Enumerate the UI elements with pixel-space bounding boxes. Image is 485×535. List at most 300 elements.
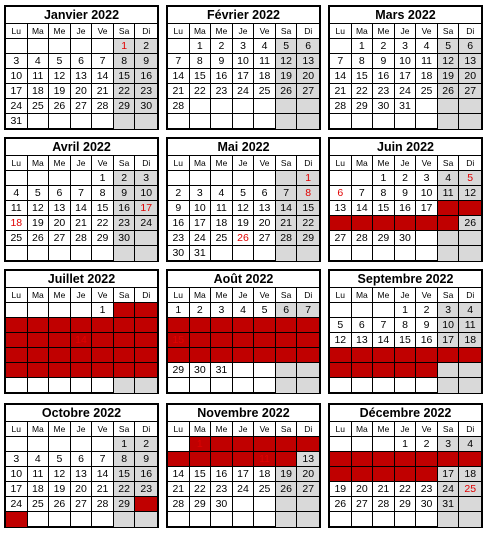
month-block	[4, 137, 159, 262]
day-cell: 23	[395, 216, 417, 231]
day-cell: 22	[92, 348, 114, 363]
day-cell: 1	[190, 437, 212, 452]
empty-cell	[71, 303, 93, 318]
day-cell: 20	[276, 333, 298, 348]
day-cell: 9	[373, 54, 395, 69]
day-cell: 18	[459, 333, 481, 348]
day-cell: 29	[395, 363, 417, 378]
day-cell: 3	[135, 171, 157, 186]
day-cell: 23	[211, 482, 233, 497]
day-cell: 11	[438, 186, 460, 201]
day-cell: 3	[135, 303, 157, 318]
day-cell: 4	[233, 303, 255, 318]
day-cell: 4	[459, 437, 481, 452]
weekday-header: Je	[233, 156, 255, 171]
day-cell: 1	[297, 171, 319, 186]
empty-cell	[352, 246, 374, 261]
weekday-header: Ve	[92, 156, 114, 171]
day-cell: 13	[276, 318, 298, 333]
empty-cell	[373, 246, 395, 261]
day-cell: 14	[373, 333, 395, 348]
empty-cell	[459, 497, 481, 512]
day-cell: 24	[438, 482, 460, 497]
month-title: Septembre 2022	[330, 271, 481, 288]
day-cell: 1	[373, 171, 395, 186]
day-cell: 31	[438, 497, 460, 512]
day-cell: 11	[254, 54, 276, 69]
day-cell: 8	[373, 186, 395, 201]
day-cell: 19	[49, 482, 71, 497]
day-cell: 28	[168, 497, 190, 512]
day-cell: 12	[28, 333, 50, 348]
day-cell: 13	[459, 54, 481, 69]
day-cell: 15	[190, 467, 212, 482]
weekday-header: Di	[297, 288, 319, 303]
empty-cell	[135, 246, 157, 261]
day-cell: 16	[373, 69, 395, 84]
weekday-header: Ve	[416, 422, 438, 437]
day-cell: 23	[114, 216, 136, 231]
day-cell: 11	[254, 452, 276, 467]
day-cell: 29	[114, 99, 136, 114]
day-cell: 14	[297, 318, 319, 333]
weekday-header: Ma	[28, 288, 50, 303]
day-cell: 26	[49, 99, 71, 114]
empty-cell	[28, 114, 50, 129]
day-cell: 15	[395, 333, 417, 348]
empty-cell	[330, 171, 352, 186]
day-cell: 28	[92, 497, 114, 512]
empty-cell	[211, 171, 233, 186]
day-cell: 29	[190, 497, 212, 512]
day-cell: 28	[352, 231, 374, 246]
day-cell: 8	[114, 452, 136, 467]
empty-cell	[28, 246, 50, 261]
weekday-header: Di	[459, 156, 481, 171]
day-cell: 30	[190, 363, 212, 378]
day-cell: 30	[395, 231, 417, 246]
month-block	[4, 403, 159, 528]
weekday-header: Di	[297, 422, 319, 437]
weekday-header: Lu	[6, 24, 28, 39]
day-cell: 25	[416, 84, 438, 99]
month-title: Avril 2022	[6, 139, 157, 156]
day-cell: 24	[6, 99, 28, 114]
weekday-header: Me	[49, 24, 71, 39]
weekday-header: Ma	[190, 156, 212, 171]
weekday-header: Lu	[6, 156, 28, 171]
day-cell: 3	[6, 452, 28, 467]
day-cell: 27	[49, 231, 71, 246]
day-cell: 24	[233, 84, 255, 99]
day-cell: 5	[459, 171, 481, 186]
empty-cell	[168, 39, 190, 54]
day-cell: 14	[92, 467, 114, 482]
day-cell: 8	[92, 186, 114, 201]
day-cell: 1	[92, 171, 114, 186]
day-cell: 17	[233, 467, 255, 482]
day-cell: 26	[28, 231, 50, 246]
day-cell: 24	[395, 84, 417, 99]
empty-cell	[71, 114, 93, 129]
day-cell: 14	[276, 201, 298, 216]
day-cell: 10	[233, 54, 255, 69]
day-cell: 22	[395, 482, 417, 497]
month-grid	[330, 288, 481, 393]
empty-cell	[276, 512, 298, 527]
day-cell: 12	[254, 318, 276, 333]
weekday-header: Sa	[276, 156, 298, 171]
day-cell: 24	[190, 231, 212, 246]
empty-cell	[276, 114, 298, 129]
day-cell: 18	[459, 467, 481, 482]
day-cell: 22	[373, 216, 395, 231]
weekday-header: Me	[211, 156, 233, 171]
day-cell: 4	[438, 171, 460, 186]
weekday-header: Lu	[6, 422, 28, 437]
weekday-header: Ve	[92, 422, 114, 437]
day-cell: 8	[114, 54, 136, 69]
weekday-header: Di	[135, 422, 157, 437]
day-cell: 17	[233, 69, 255, 84]
day-cell: 26	[330, 363, 352, 378]
day-cell: 12	[330, 467, 352, 482]
empty-cell	[373, 378, 395, 393]
day-cell: 23	[190, 348, 212, 363]
day-cell: 20	[71, 482, 93, 497]
day-cell: 25	[233, 348, 255, 363]
weekday-header: Di	[459, 422, 481, 437]
day-cell: 30	[168, 246, 190, 261]
empty-cell	[49, 171, 71, 186]
empty-cell	[28, 378, 50, 393]
day-cell: 24	[233, 482, 255, 497]
day-cell: 19	[330, 482, 352, 497]
empty-cell	[459, 231, 481, 246]
day-cell: 20	[49, 216, 71, 231]
day-cell: 21	[330, 84, 352, 99]
weekday-header: Di	[135, 24, 157, 39]
day-cell: 1	[395, 303, 417, 318]
weekday-header: Lu	[330, 24, 352, 39]
empty-cell	[254, 246, 276, 261]
month-title: Janvier 2022	[6, 7, 157, 24]
day-cell: 21	[297, 333, 319, 348]
day-cell: 8	[190, 452, 212, 467]
empty-cell	[190, 378, 212, 393]
day-cell: 15	[373, 201, 395, 216]
empty-cell	[135, 378, 157, 393]
day-cell: 16	[114, 201, 136, 216]
month-block	[328, 403, 483, 528]
empty-cell	[114, 378, 136, 393]
day-cell: 25	[459, 348, 481, 363]
day-cell: 15	[92, 201, 114, 216]
month-title: Novembre 2022	[168, 405, 319, 422]
empty-cell	[114, 246, 136, 261]
empty-cell	[438, 99, 460, 114]
empty-cell	[28, 171, 50, 186]
empty-cell	[71, 378, 93, 393]
day-cell: 4	[254, 39, 276, 54]
empty-cell	[71, 39, 93, 54]
day-cell: 6	[254, 186, 276, 201]
day-cell: 26	[28, 363, 50, 378]
day-cell: 20	[330, 216, 352, 231]
empty-cell	[6, 378, 28, 393]
day-cell: 5	[49, 452, 71, 467]
weekday-header: Ma	[190, 24, 212, 39]
empty-cell	[297, 497, 319, 512]
weekday-header: Ma	[352, 288, 374, 303]
day-cell: 18	[254, 69, 276, 84]
empty-cell	[233, 378, 255, 393]
day-cell: 14	[330, 69, 352, 84]
day-cell: 15	[114, 467, 136, 482]
empty-cell	[49, 246, 71, 261]
weekday-header: Je	[233, 288, 255, 303]
day-cell: 13	[297, 452, 319, 467]
day-cell: 16	[168, 216, 190, 231]
day-cell: 6	[71, 54, 93, 69]
day-cell: 7	[373, 318, 395, 333]
day-cell: 23	[416, 482, 438, 497]
weekday-header: Me	[49, 288, 71, 303]
day-cell: 3	[395, 39, 417, 54]
day-cell: 27	[297, 482, 319, 497]
weekday-header: Ve	[254, 422, 276, 437]
day-cell: 29	[297, 231, 319, 246]
empty-cell	[459, 363, 481, 378]
day-cell: 8	[395, 452, 417, 467]
day-cell: 24	[135, 348, 157, 363]
day-cell: 19	[49, 84, 71, 99]
day-cell: 5	[330, 318, 352, 333]
empty-cell	[373, 437, 395, 452]
empty-cell	[438, 512, 460, 527]
month-block	[166, 5, 321, 130]
empty-cell	[190, 99, 212, 114]
day-cell: 17	[211, 333, 233, 348]
day-cell: 12	[49, 69, 71, 84]
day-cell: 2	[211, 39, 233, 54]
weekday-header: Sa	[438, 24, 460, 39]
weekday-header: Lu	[168, 24, 190, 39]
day-cell: 21	[373, 348, 395, 363]
weekday-header: Je	[395, 24, 417, 39]
day-cell: 9	[416, 318, 438, 333]
weekday-header: Lu	[6, 288, 28, 303]
day-cell: 4	[6, 318, 28, 333]
weekday-header: Ma	[28, 24, 50, 39]
day-cell: 8	[297, 186, 319, 201]
day-cell: 7	[71, 186, 93, 201]
day-cell: 9	[135, 54, 157, 69]
day-cell: 30	[114, 363, 136, 378]
empty-cell	[373, 303, 395, 318]
day-cell: 19	[254, 333, 276, 348]
empty-cell	[190, 114, 212, 129]
weekday-header: Je	[71, 24, 93, 39]
empty-cell	[395, 246, 417, 261]
empty-cell	[395, 512, 417, 527]
empty-cell	[28, 437, 50, 452]
day-cell: 8	[168, 318, 190, 333]
empty-cell	[254, 512, 276, 527]
empty-cell	[297, 99, 319, 114]
weekday-header: Lu	[330, 422, 352, 437]
weekday-header: Lu	[330, 156, 352, 171]
day-cell: 4	[459, 303, 481, 318]
day-cell: 13	[49, 333, 71, 348]
day-cell: 20	[297, 69, 319, 84]
day-cell: 17	[6, 84, 28, 99]
month-block	[328, 269, 483, 394]
weekday-header: Ve	[416, 24, 438, 39]
day-cell: 24	[438, 348, 460, 363]
day-cell: 24	[416, 216, 438, 231]
month-title: Août 2022	[168, 271, 319, 288]
weekday-header: Sa	[276, 288, 298, 303]
empty-cell	[49, 39, 71, 54]
empty-cell	[330, 303, 352, 318]
empty-cell	[459, 114, 481, 129]
empty-cell	[168, 437, 190, 452]
day-cell: 5	[28, 318, 50, 333]
day-cell: 1	[190, 39, 212, 54]
empty-cell	[254, 99, 276, 114]
empty-cell	[276, 378, 298, 393]
day-cell: 27	[49, 363, 71, 378]
day-cell: 10	[6, 69, 28, 84]
day-cell: 16	[114, 333, 136, 348]
day-cell: 13	[330, 201, 352, 216]
day-cell: 17	[190, 216, 212, 231]
day-cell: 18	[438, 201, 460, 216]
month-title: Juillet 2022	[6, 271, 157, 288]
day-cell: 5	[276, 39, 298, 54]
empty-cell	[395, 378, 417, 393]
empty-cell	[211, 114, 233, 129]
day-cell: 1	[168, 303, 190, 318]
empty-cell	[211, 246, 233, 261]
day-cell: 30	[211, 497, 233, 512]
day-cell: 11	[233, 318, 255, 333]
day-cell: 7	[92, 452, 114, 467]
day-cell: 7	[297, 303, 319, 318]
day-cell: 31	[190, 246, 212, 261]
day-cell: 19	[28, 348, 50, 363]
day-cell: 12	[233, 201, 255, 216]
month-title: Décembre 2022	[330, 405, 481, 422]
day-cell: 26	[459, 216, 481, 231]
weekday-header: Ve	[416, 288, 438, 303]
day-cell: 27	[330, 231, 352, 246]
day-cell: 9	[416, 452, 438, 467]
day-cell: 22	[114, 482, 136, 497]
weekday-header: Di	[459, 24, 481, 39]
weekday-header: Je	[395, 288, 417, 303]
empty-cell	[71, 171, 93, 186]
day-cell: 21	[92, 84, 114, 99]
day-cell: 28	[373, 497, 395, 512]
day-cell: 18	[233, 333, 255, 348]
weekday-header: Ve	[254, 156, 276, 171]
day-cell: 28	[276, 231, 298, 246]
day-cell: 28	[373, 363, 395, 378]
day-cell: 8	[352, 54, 374, 69]
day-cell: 9	[114, 318, 136, 333]
empty-cell	[416, 378, 438, 393]
empty-cell	[92, 114, 114, 129]
day-cell: 27	[352, 363, 374, 378]
empty-cell	[49, 437, 71, 452]
day-cell: 17	[135, 201, 157, 216]
day-cell: 18	[28, 84, 50, 99]
day-cell: 17	[438, 467, 460, 482]
empty-cell	[211, 512, 233, 527]
day-cell: 12	[438, 54, 460, 69]
empty-cell	[395, 114, 417, 129]
day-cell: 1	[114, 437, 136, 452]
day-cell: 9	[135, 452, 157, 467]
weekday-header: Ma	[352, 422, 374, 437]
empty-cell	[459, 246, 481, 261]
weekday-header: Sa	[114, 288, 136, 303]
day-cell: 13	[297, 54, 319, 69]
day-cell: 1	[92, 303, 114, 318]
empty-cell	[276, 99, 298, 114]
empty-cell	[92, 437, 114, 452]
day-cell: 22	[352, 84, 374, 99]
day-cell: 17	[6, 482, 28, 497]
month-grid	[168, 156, 319, 261]
day-cell: 8	[92, 318, 114, 333]
weekday-header: Di	[135, 288, 157, 303]
empty-cell	[49, 303, 71, 318]
day-cell: 12	[330, 333, 352, 348]
day-cell: 7	[330, 54, 352, 69]
weekday-header: Ma	[352, 24, 374, 39]
day-cell: 29	[168, 363, 190, 378]
day-cell: 5	[254, 303, 276, 318]
day-cell: 17	[416, 201, 438, 216]
day-cell: 7	[276, 186, 298, 201]
day-cell: 24	[6, 497, 28, 512]
day-cell: 28	[168, 99, 190, 114]
weekday-header: Sa	[276, 24, 298, 39]
weekday-header: Je	[233, 24, 255, 39]
empty-cell	[416, 231, 438, 246]
weekday-header: Sa	[276, 422, 298, 437]
day-cell: 28	[330, 99, 352, 114]
empty-cell	[352, 512, 374, 527]
day-cell: 21	[373, 482, 395, 497]
empty-cell	[254, 363, 276, 378]
day-cell: 24	[211, 348, 233, 363]
weekday-header: Sa	[114, 156, 136, 171]
day-cell: 19	[438, 69, 460, 84]
empty-cell	[28, 39, 50, 54]
month-grid	[6, 422, 157, 527]
day-cell: 28	[297, 348, 319, 363]
day-cell: 7	[373, 452, 395, 467]
month-grid	[6, 288, 157, 393]
day-cell: 1	[114, 39, 136, 54]
weekday-header: Me	[49, 422, 71, 437]
day-cell: 26	[233, 231, 255, 246]
day-cell: 3	[6, 54, 28, 69]
